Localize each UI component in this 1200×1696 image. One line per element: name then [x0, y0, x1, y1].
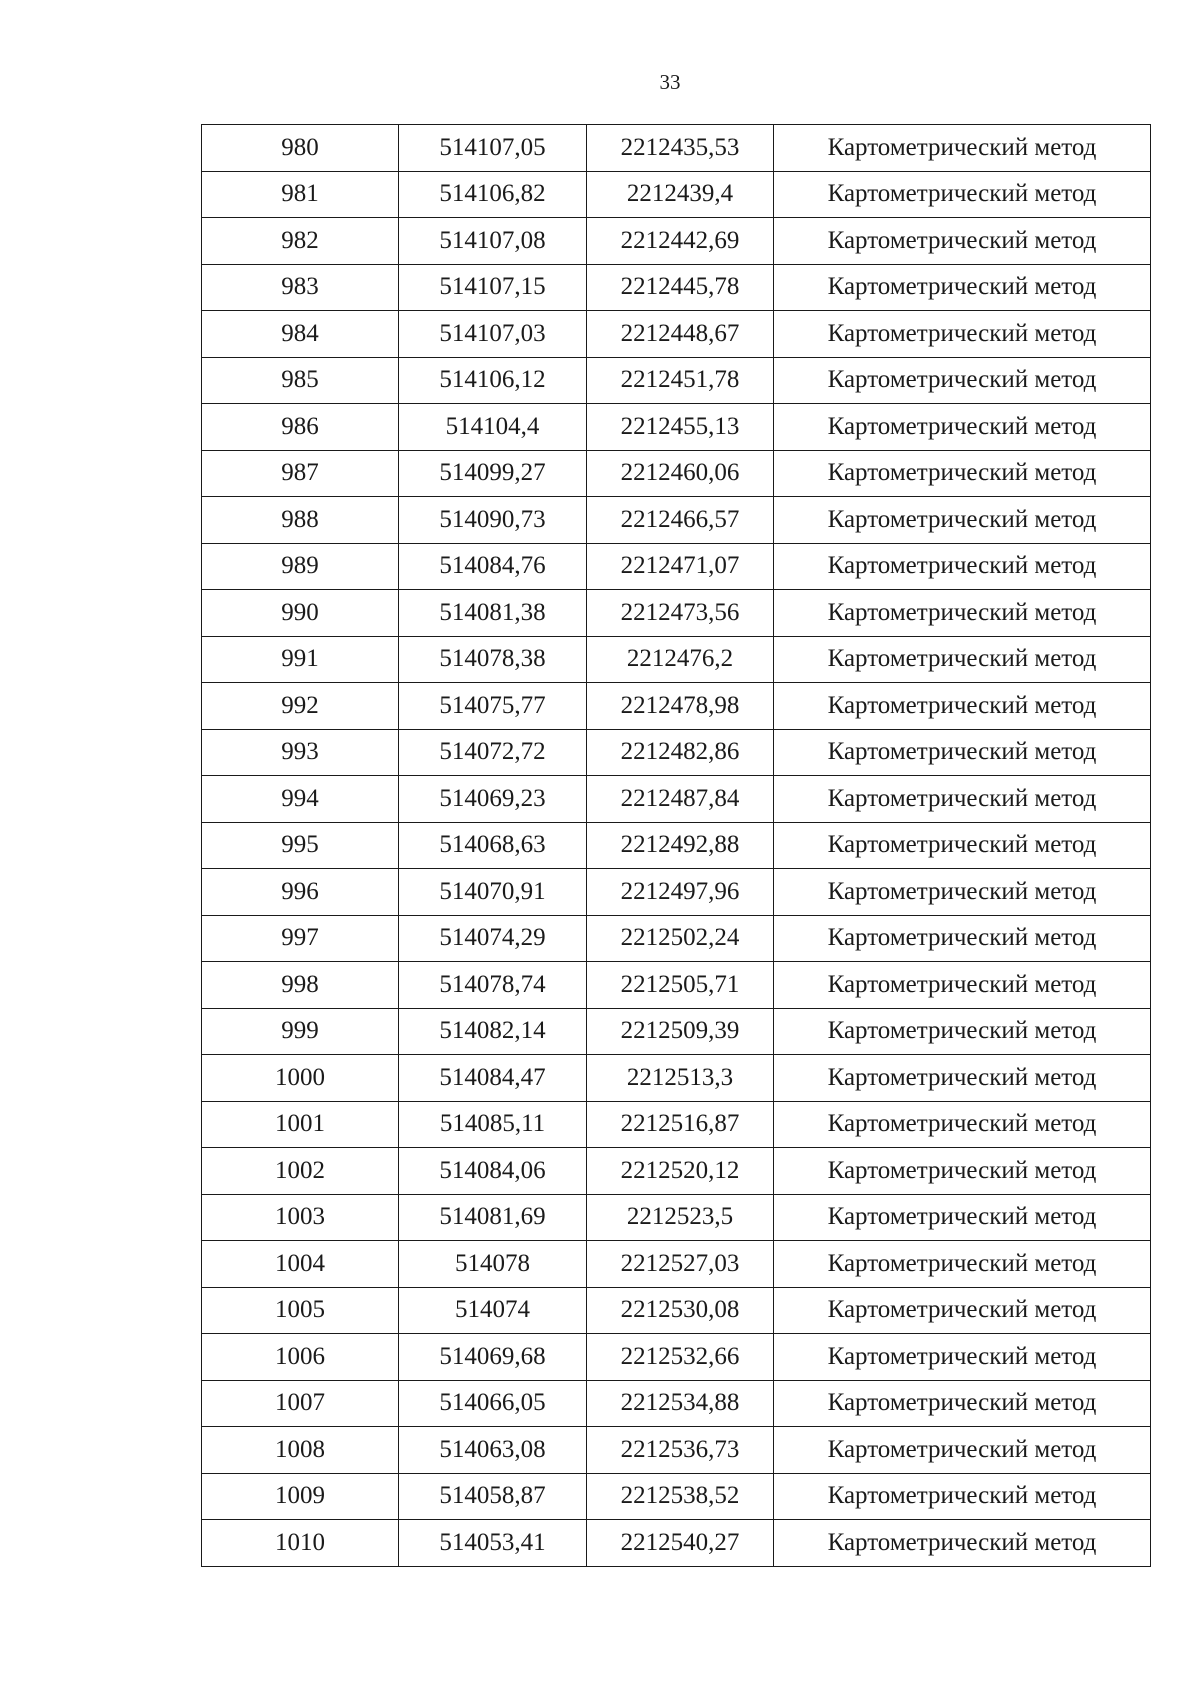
- y-coordinate-cell: 2212538,52: [587, 1473, 774, 1520]
- point-number-cell: 981: [202, 171, 399, 218]
- table-row: [202, 822, 1151, 869]
- x-coordinate-cell: 514068,63: [399, 822, 587, 869]
- y-coordinate-cell: 2212520,12: [587, 1148, 774, 1195]
- point-number-cell: 1005: [202, 1287, 399, 1334]
- y-coordinate-cell: 2212516,87: [587, 1101, 774, 1148]
- table-row: [202, 869, 1151, 916]
- method-cell: Картометрический метод: [774, 218, 1151, 265]
- y-coordinate-cell: 2212448,67: [587, 311, 774, 358]
- y-coordinate-cell: 2212442,69: [587, 218, 774, 265]
- y-coordinate-cell: 2212492,88: [587, 822, 774, 869]
- table-row: [202, 264, 1151, 311]
- x-coordinate-cell: 514107,03: [399, 311, 587, 358]
- method-cell: Картометрический метод: [774, 171, 1151, 218]
- method-cell: Картометрический метод: [774, 497, 1151, 544]
- table-row: [202, 218, 1151, 265]
- table-row: [202, 1287, 1151, 1334]
- point-number-cell: 994: [202, 776, 399, 823]
- table-row: [202, 1241, 1151, 1288]
- method-cell: Картометрический метод: [774, 1334, 1151, 1381]
- table-row: [202, 1008, 1151, 1055]
- table-row: [202, 1194, 1151, 1241]
- x-coordinate-cell: 514058,87: [399, 1473, 587, 1520]
- y-coordinate-cell: 2212471,07: [587, 543, 774, 590]
- y-coordinate-cell: 2212487,84: [587, 776, 774, 823]
- point-number-cell: 998: [202, 962, 399, 1009]
- x-coordinate-cell: 514078: [399, 1241, 587, 1288]
- method-cell: Картометрический метод: [774, 1380, 1151, 1427]
- method-cell: Картометрический метод: [774, 264, 1151, 311]
- y-coordinate-cell: 2212466,57: [587, 497, 774, 544]
- y-coordinate-cell: 2212532,66: [587, 1334, 774, 1381]
- x-coordinate-cell: 514107,15: [399, 264, 587, 311]
- table-row: [202, 125, 1151, 172]
- table-row: [202, 1520, 1151, 1567]
- method-cell: Картометрический метод: [774, 869, 1151, 916]
- y-coordinate-cell: 2212534,88: [587, 1380, 774, 1427]
- table-row: [202, 171, 1151, 218]
- point-number-cell: 991: [202, 636, 399, 683]
- y-coordinate-cell: 2212460,06: [587, 450, 774, 497]
- point-number-cell: 1010: [202, 1520, 399, 1567]
- x-coordinate-cell: 514078,38: [399, 636, 587, 683]
- y-coordinate-cell: 2212435,53: [587, 125, 774, 172]
- method-cell: Картометрический метод: [774, 590, 1151, 637]
- method-cell: Картометрический метод: [774, 543, 1151, 590]
- table-row: [202, 1427, 1151, 1474]
- table-row: [202, 729, 1151, 776]
- table-row: [202, 962, 1151, 1009]
- table-row: [202, 311, 1151, 358]
- method-cell: Картометрический метод: [774, 357, 1151, 404]
- point-number-cell: 1000: [202, 1055, 399, 1102]
- table-row: [202, 590, 1151, 637]
- table-row: [202, 497, 1151, 544]
- method-cell: Картометрический метод: [774, 1473, 1151, 1520]
- table-row: [202, 1055, 1151, 1102]
- method-cell: Картометрический метод: [774, 729, 1151, 776]
- method-cell: Картометрический метод: [774, 1101, 1151, 1148]
- method-cell: Картометрический метод: [774, 311, 1151, 358]
- point-number-cell: 996: [202, 869, 399, 916]
- method-cell: Картометрический метод: [774, 1241, 1151, 1288]
- x-coordinate-cell: 514069,23: [399, 776, 587, 823]
- x-coordinate-cell: 514072,72: [399, 729, 587, 776]
- y-coordinate-cell: 2212505,71: [587, 962, 774, 1009]
- x-coordinate-cell: 514107,05: [399, 125, 587, 172]
- table-row: [202, 776, 1151, 823]
- x-coordinate-cell: 514074,29: [399, 915, 587, 962]
- x-coordinate-cell: 514081,69: [399, 1194, 587, 1241]
- point-number-cell: 997: [202, 915, 399, 962]
- x-coordinate-cell: 514099,27: [399, 450, 587, 497]
- coordinates-table: [201, 124, 1151, 1567]
- point-number-cell: 990: [202, 590, 399, 637]
- y-coordinate-cell: 2212536,73: [587, 1427, 774, 1474]
- method-cell: Картометрический метод: [774, 636, 1151, 683]
- method-cell: Картометрический метод: [774, 683, 1151, 730]
- y-coordinate-cell: 2212476,2: [587, 636, 774, 683]
- x-coordinate-cell: 514069,68: [399, 1334, 587, 1381]
- method-cell: Картометрический метод: [774, 1287, 1151, 1334]
- x-coordinate-cell: 514106,12: [399, 357, 587, 404]
- table-row: [202, 915, 1151, 962]
- x-coordinate-cell: 514066,05: [399, 1380, 587, 1427]
- point-number-cell: 1007: [202, 1380, 399, 1427]
- method-cell: Картометрический метод: [774, 822, 1151, 869]
- y-coordinate-cell: 2212439,4: [587, 171, 774, 218]
- method-cell: Картометрический метод: [774, 404, 1151, 451]
- point-number-cell: 1006: [202, 1334, 399, 1381]
- point-number-cell: 985: [202, 357, 399, 404]
- point-number-cell: 980: [202, 125, 399, 172]
- x-coordinate-cell: 514053,41: [399, 1520, 587, 1567]
- point-number-cell: 989: [202, 543, 399, 590]
- point-number-cell: 993: [202, 729, 399, 776]
- point-number-cell: 1001: [202, 1101, 399, 1148]
- point-number-cell: 982: [202, 218, 399, 265]
- table-row: [202, 1101, 1151, 1148]
- method-cell: Картометрический метод: [774, 125, 1151, 172]
- table-row: [202, 404, 1151, 451]
- page-number: 33: [659, 70, 681, 94]
- y-coordinate-cell: 2212509,39: [587, 1008, 774, 1055]
- table-row: [202, 450, 1151, 497]
- y-coordinate-cell: 2212473,56: [587, 590, 774, 637]
- y-coordinate-cell: 2212451,78: [587, 357, 774, 404]
- table-row: [202, 683, 1151, 730]
- point-number-cell: 995: [202, 822, 399, 869]
- x-coordinate-cell: 514106,82: [399, 171, 587, 218]
- method-cell: Картометрический метод: [774, 1194, 1151, 1241]
- point-number-cell: 1009: [202, 1473, 399, 1520]
- point-number-cell: 999: [202, 1008, 399, 1055]
- x-coordinate-cell: 514074: [399, 1287, 587, 1334]
- y-coordinate-cell: 2212455,13: [587, 404, 774, 451]
- point-number-cell: 992: [202, 683, 399, 730]
- method-cell: Картометрический метод: [774, 1148, 1151, 1195]
- x-coordinate-cell: 514082,14: [399, 1008, 587, 1055]
- x-coordinate-cell: 514090,73: [399, 497, 587, 544]
- method-cell: Картометрический метод: [774, 915, 1151, 962]
- point-number-cell: 986: [202, 404, 399, 451]
- y-coordinate-cell: 2212523,5: [587, 1194, 774, 1241]
- table-row: [202, 1334, 1151, 1381]
- y-coordinate-cell: 2212527,03: [587, 1241, 774, 1288]
- method-cell: Картометрический метод: [774, 1520, 1151, 1567]
- point-number-cell: 987: [202, 450, 399, 497]
- method-cell: Картометрический метод: [774, 962, 1151, 1009]
- y-coordinate-cell: 2212530,08: [587, 1287, 774, 1334]
- x-coordinate-cell: 514104,4: [399, 404, 587, 451]
- method-cell: Картометрический метод: [774, 1427, 1151, 1474]
- table-row: [202, 1380, 1151, 1427]
- x-coordinate-cell: 514084,06: [399, 1148, 587, 1195]
- method-cell: Картометрический метод: [774, 1008, 1151, 1055]
- y-coordinate-cell: 2212513,3: [587, 1055, 774, 1102]
- table-row: [202, 357, 1151, 404]
- x-coordinate-cell: 514107,08: [399, 218, 587, 265]
- point-number-cell: 983: [202, 264, 399, 311]
- y-coordinate-cell: 2212540,27: [587, 1520, 774, 1567]
- point-number-cell: 984: [202, 311, 399, 358]
- table-row: [202, 1473, 1151, 1520]
- y-coordinate-cell: 2212478,98: [587, 683, 774, 730]
- point-number-cell: 1003: [202, 1194, 399, 1241]
- point-number-cell: 1004: [202, 1241, 399, 1288]
- method-cell: Картометрический метод: [774, 776, 1151, 823]
- x-coordinate-cell: 514070,91: [399, 869, 587, 916]
- coordinates-table-body: [202, 125, 1151, 1567]
- point-number-cell: 1008: [202, 1427, 399, 1474]
- y-coordinate-cell: 2212497,96: [587, 869, 774, 916]
- table-row: [202, 543, 1151, 590]
- y-coordinate-cell: 2212482,86: [587, 729, 774, 776]
- x-coordinate-cell: 514081,38: [399, 590, 587, 637]
- x-coordinate-cell: 514085,11: [399, 1101, 587, 1148]
- x-coordinate-cell: 514084,47: [399, 1055, 587, 1102]
- point-number-cell: 1002: [202, 1148, 399, 1195]
- table-row: [202, 1148, 1151, 1195]
- table-row: [202, 636, 1151, 683]
- y-coordinate-cell: 2212502,24: [587, 915, 774, 962]
- x-coordinate-cell: 514075,77: [399, 683, 587, 730]
- x-coordinate-cell: 514063,08: [399, 1427, 587, 1474]
- y-coordinate-cell: 2212445,78: [587, 264, 774, 311]
- method-cell: Картометрический метод: [774, 450, 1151, 497]
- point-number-cell: 988: [202, 497, 399, 544]
- x-coordinate-cell: 514078,74: [399, 962, 587, 1009]
- x-coordinate-cell: 514084,76: [399, 543, 587, 590]
- method-cell: Картометрический метод: [774, 1055, 1151, 1102]
